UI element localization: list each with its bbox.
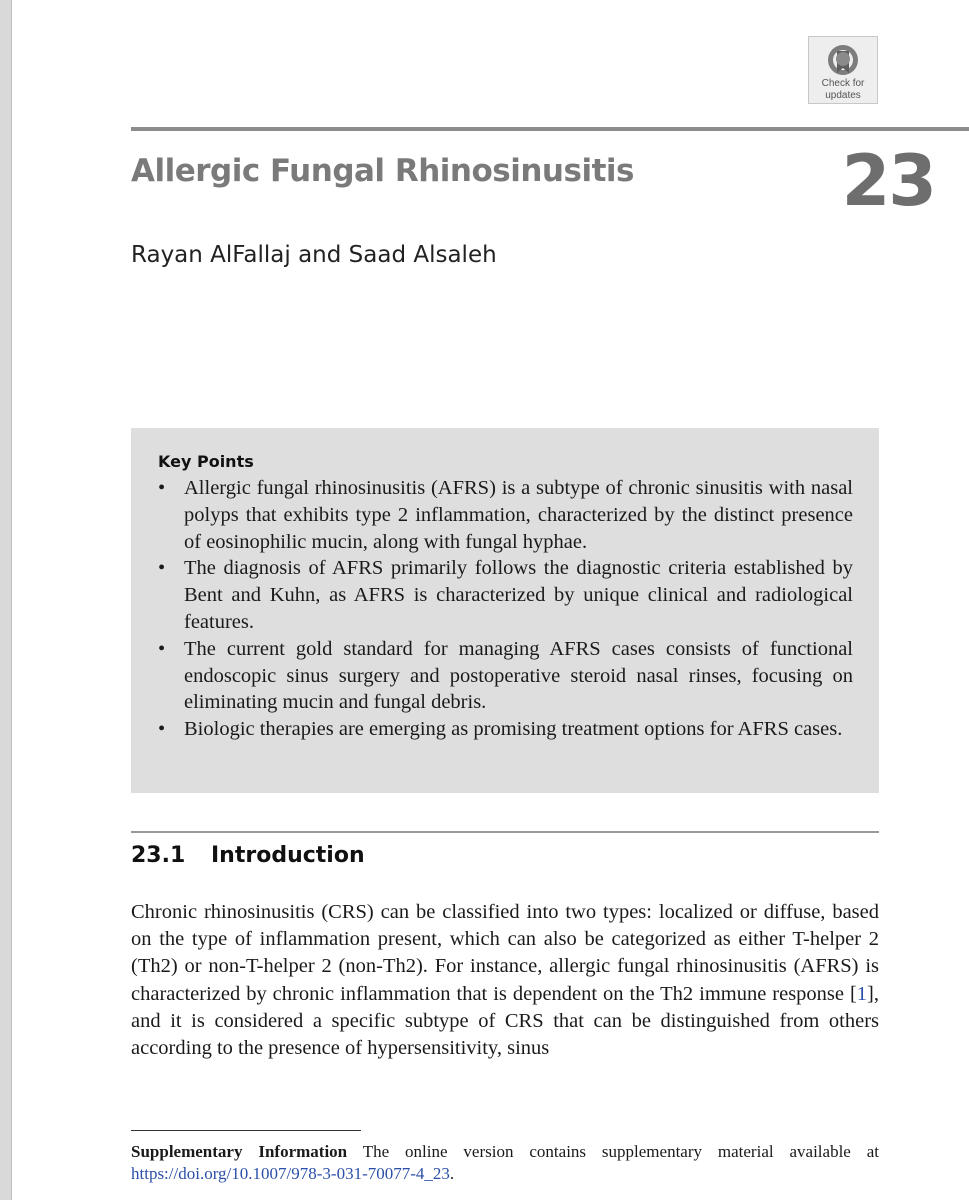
- key-point-item: [158, 555, 853, 635]
- page-edge: [0, 0, 12, 1200]
- badge-line-2: updates: [825, 90, 861, 101]
- bullet-marker: •: [158, 718, 166, 741]
- section-number: 23.1: [131, 843, 186, 868]
- key-points-box: [131, 428, 879, 793]
- section-rule: [131, 831, 879, 833]
- introduction-paragraph: [131, 899, 879, 1062]
- check-updates-icon: [826, 43, 860, 77]
- key-point-item: [158, 636, 853, 716]
- footnote-text: The online version contains supplementary material available at: [347, 1142, 879, 1161]
- bullet-marker: •: [158, 557, 166, 580]
- check-for-updates-badge[interactable]: [808, 36, 878, 104]
- key-point-text: Biologic therapies are emerging as promising treatment options for AFRS cases.: [184, 718, 843, 741]
- chapter-title: Allergic Fungal Rhinosinusitis: [131, 153, 634, 189]
- footnote-end: .: [449, 1164, 455, 1183]
- section-heading: [131, 843, 365, 868]
- intro-text-part-2: ], and it is considered a specific subtype of CRS that can be distinguished from others according to the presence of hypersensitivity, sinus: [131, 982, 879, 1060]
- key-points-list: [158, 475, 853, 743]
- key-point-text: Allergic fungal rhinosinusitis (AFRS) is a subtype of chronic sinusitis with nasal polyps that exhibits type 2 inflammation, characterized by the distinct presence of eosinophilic mucin, along with fungal hyphae.: [184, 477, 853, 553]
- top-rule: [131, 127, 969, 131]
- key-point-item: [158, 475, 853, 555]
- intro-text-part-1: Chronic rhinosinusitis (CRS) can be classified into two types: localized or diffuse, based on the type of inflammation present, which can also be categorized as either T-helper 2 (Th2) or non-T-helper 2 (non-Th2). For instance, allergic fungal rhinosinusitis (AFRS) is characterized by chronic inflammation that is dependent on the Th2 immune response [: [131, 901, 879, 1005]
- section-title: Introduction: [211, 843, 365, 868]
- footnote: [131, 1141, 879, 1185]
- chapter-authors: Rayan AlFallaj and Saad Alsaleh: [131, 242, 497, 268]
- bullet-marker: •: [158, 637, 166, 660]
- key-point-text: The current gold standard for managing AFRS cases consists of functional endoscopic sinus surgery and postoperative steroid nasal rinses, focusing on eliminating mucin and fungal debris.: [184, 637, 853, 714]
- badge-line-1: Check for: [821, 78, 865, 89]
- chapter-number: 23: [841, 140, 935, 222]
- footnote-lead: Supplementary Information: [131, 1142, 348, 1161]
- key-point-item: [158, 716, 853, 743]
- key-points-title: Key Points: [158, 452, 254, 471]
- bullet-marker: •: [158, 477, 166, 499]
- reference-link[interactable]: 1: [856, 982, 868, 1005]
- footnote-rule: [131, 1130, 361, 1131]
- doi-link[interactable]: https://doi.org/10.1007/978-3-031-70077-4_23: [131, 1164, 450, 1183]
- key-point-text: The diagnosis of AFRS primarily follows the diagnostic criteria established by Bent and Kuhn, as AFRS is characterized by unique clinical and radiological features.: [184, 557, 853, 633]
